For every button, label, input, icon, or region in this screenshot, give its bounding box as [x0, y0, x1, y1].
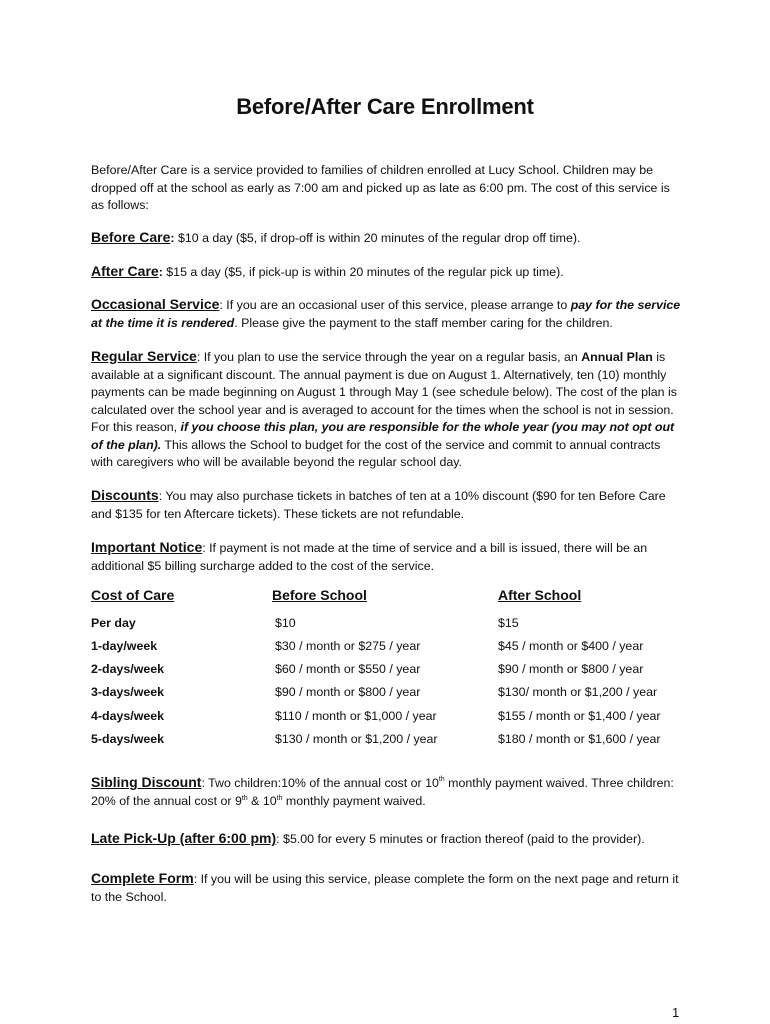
discounts-paragraph [91, 487, 681, 523]
discounts-text: : You may also purchase tickets in batches of ten at a 10% discount ($90 for ten Before Care and $135 for ten Aftercare tickets). These tickets are not refundable. [91, 489, 666, 521]
intro-paragraph: Before/After Care is a service provided to families of children enrolled at Lucy School. Children may be dropped off at the school as early as 7:00 am and picked up as late as 6:00 pm. The cost of this service is as follows: [91, 163, 670, 212]
late-pickup-text: : $5.00 for every 5 minutes or fraction thereof (paid to the provider). [276, 832, 645, 846]
table-cell-before: $130 / month or $1,200 / year [275, 732, 438, 746]
table-row [91, 732, 691, 750]
table-cell-after: $180 / month or $1,600 / year [498, 732, 661, 746]
before-care-colon: : [170, 231, 175, 245]
table-cell-frequency: 1-day/week [91, 639, 158, 653]
sibling-discount-text-4: monthly payment waived. [282, 793, 426, 808]
important-notice-paragraph [91, 539, 681, 575]
before-care-paragraph [91, 229, 681, 248]
table-cell-after: $90 / month or $800 / year [498, 662, 644, 676]
occasional-service-text-2: . Please give the payment to the staff member caring for the children. [234, 315, 613, 330]
sibling-discount-text-2: monthly payment waived. Three children: 20% of the annual cost or 9 [91, 776, 674, 808]
cost-table-header-cost: Cost of Care [91, 587, 175, 603]
discounts-heading: Discounts [91, 487, 159, 503]
table-row [91, 639, 691, 657]
page-number: 1 [672, 1005, 680, 1020]
sibling-discount-text-1: : Two children:10% of the annual cost or 10 [201, 776, 439, 790]
important-notice-text: : If payment is not made at the time of service and a bill is issued, there will be an additional $5 billing surcharge added to the cost of the service. [91, 541, 648, 573]
table-cell-frequency: 2-days/week [91, 662, 165, 676]
table-cell-frequency: 3-days/week [91, 685, 165, 699]
regular-service-text-3: This allows the School to budget for the cost of the service and commit to annual contracts with caregivers who will be available beyond the regular school day. [91, 437, 661, 469]
table-cell-frequency: Per day [91, 616, 136, 630]
regular-service-heading: Regular Service [91, 348, 197, 364]
regular-service-paragraph [91, 348, 681, 472]
occasional-service-emphasis: pay for the service at the time it is rendered [91, 298, 681, 330]
occasional-service-paragraph [91, 296, 681, 332]
table-row [91, 709, 691, 727]
table-cell-after: $15 [498, 616, 519, 630]
table-cell-before: $90 / month or $800 / year [275, 685, 421, 699]
regular-service-text-1: : If you plan to use the service through the year on a regular basis, an [196, 350, 582, 364]
annual-plan-label: Annual Plan [581, 350, 653, 364]
table-cell-before: $110 / month or $1,000 / year [275, 709, 437, 723]
complete-form-paragraph [91, 870, 681, 906]
table-cell-after: $45 / month or $400 / year [498, 639, 644, 653]
regular-service-text-2: is available at a significant discount. The annual payment is due on August 1. Alternatively, ten (10) monthly payments can be made beginning on August 1 through May 1 (see schedule below). The cost of the plan is calculated over the school year and is averaged to account for the times when the school is not in session. For this reason, [91, 350, 677, 434]
regular-service-emphasis: if you choose this plan, you are responsible for the whole year (you may not opt out of the plan). [91, 420, 675, 452]
before-care-text: $10 a day ($5, if drop-off is within 20 minutes of the regular drop off time). [174, 231, 581, 245]
table-row [91, 662, 691, 680]
after-care-text: $15 a day ($5, if pick-up is within 20 minutes of the regular pick up time). [162, 265, 564, 279]
complete-form-heading: Complete Form [91, 870, 194, 886]
occasional-service-text-1: : If you are an occasional user of this service, please arrange to [219, 298, 571, 312]
table-cell-frequency: 4-days/week [91, 709, 165, 723]
cost-table-header-after: After School [498, 587, 582, 603]
superscript: th [276, 794, 283, 802]
sibling-discount-heading: Sibling Discount [91, 774, 202, 790]
important-notice-heading: Important Notice [91, 539, 203, 555]
after-care-heading: After Care [91, 263, 159, 279]
table-cell-before: $60 / month or $550 / year [275, 662, 421, 676]
table-row [91, 616, 691, 634]
late-pickup-paragraph [91, 830, 681, 849]
after-care-paragraph [91, 263, 681, 282]
sibling-discount-text-3: & 10 [247, 793, 277, 808]
superscript: th [438, 776, 445, 783]
complete-form-text: : If you will be using this service, please complete the form on the next page and return it to the School. [91, 872, 679, 904]
table-row [91, 685, 691, 703]
superscript: th [241, 794, 248, 802]
late-pickup-heading: Late Pick-Up (after 6:00 pm) [91, 830, 277, 846]
table-cell-after: $155 / month or $1,400 / year [498, 709, 661, 723]
after-care-colon: : [158, 265, 163, 279]
occasional-service-heading: Occasional Service [91, 296, 220, 312]
before-care-heading: Before Care [91, 229, 171, 245]
table-cell-before: $30 / month or $275 / year [275, 639, 421, 653]
sibling-discount-paragraph [91, 774, 681, 810]
cost-table-header-before: Before School [272, 587, 367, 603]
table-cell-frequency: 5-days/week [91, 732, 165, 746]
table-cell-after: $130/ month or $1,200 / year [498, 685, 658, 699]
page-title: Before/After Care Enrollment [236, 94, 534, 119]
table-cell-before: $10 [275, 616, 296, 630]
